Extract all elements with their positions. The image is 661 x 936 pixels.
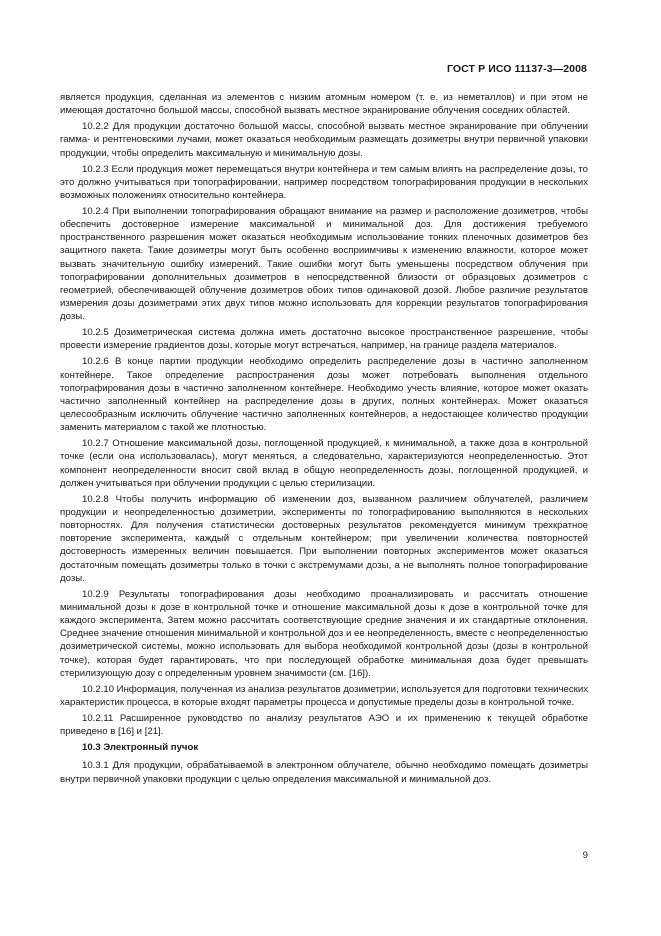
paragraph-10-2-7: 10.2.7 Отношение максимальной дозы, поглощенной продукцией, к минимальной, а также доза в контрольной точке (если она использовалась), могут меняться, а следовательно, характеризуются неопределенностью. Этот компонент неопределенности вносит свой вклад в общую неопределенность дозы, поглощенной продукцией, и должен учитываться при облучении продукции с целью стерилизации.: [60, 438, 588, 489]
document-body: [60, 91, 588, 789]
paragraph-continuation: является продукция, сделанная из элементов с низким атомным номером (т. е. из неметаллов) и при этом не имеющая достаточно большой массы, способной вызвать местное экранирование облучения соседних областей.: [60, 92, 588, 117]
document-header: ГОСТ Р ИСО 11137-3—2008: [446, 63, 587, 75]
paragraph-10-2-10: 10.2.10 Информация, полученная из анализа результатов дозиметрии, используется для подготовки технических характеристик процесса, в которые входят параметры процесса и допустимые пределы дозы в контрольной точке.: [60, 683, 588, 708]
paragraph-10-2-5: 10.2.5 Дозиметрическая система должна иметь достаточно высокое пространственное разрешение, чтобы провести измерение градиентов дозы, которые могут встречаться, например, на границе раздела материалов.: [60, 327, 588, 352]
paragraph-10-2-8: 10.2.8 Чтобы получить информацию об изменении доз, вызванном различием облучателей, различием продукции и неопределенностью дозиметрии, эксперименты по топографированию выполняются в нескольких повторностях. Для получения статистически достоверных результатов рекомендуется минимум трехкратное повторение эксперимента, каждый с отдельным контейнером; при увеличении количества повторностей достоверность измеренных величин повышается. При выполнении повторных экспериментов может оказаться достаточным помещать дозиметры только в точки с экстремумами дозы, а не выполнять полное топографирование дозы.: [60, 493, 588, 584]
section-heading: 10.3 Электронный пучок: [82, 742, 199, 754]
paragraph-10-2-3: 10.2.3 Если продукция может перемещаться внутри контейнера и тем самым влиять на распределение дозы, то это должно учитываться при топографировании, например посредством топографирования продукции в нескольких возможных положениях относительно контейнера.: [60, 163, 588, 201]
paragraph-10-2-11: 10.2.11 Расширенное руководство по анализу результатов АЭО и их применению к текущей обработке приведено в [16] и [21].: [60, 712, 588, 738]
paragraph-10-3-1: 10.3.1 Для продукции, обрабатываемой в электронном облучателе, обычно необходимо помещать дозиметры внутри первичной упаковки продукции с целью определения максимальной и минимальной доз.: [60, 760, 588, 785]
paragraph-10-2-6: 10.2.6 В конце партии продукции необходимо определить распределение дозы в частично заполненном контейнере. Такое определение распространения дозы может потребовать выполнения отдельного топографирования дозы в частично заполненном контейнере. Необходимо учесть влияние, которое может оказать частично заполненный контейнер на распределение дозы в других, полных контейнерах. Может оказаться целесообразным исключить облучение частично заполненных контейнеров, а недостающее количество продукции заменить материалом с такой же плотностью.: [60, 356, 588, 434]
page-number: 9: [582, 850, 588, 861]
paragraph-10-2-2: 10.2.2 Для продукции достаточно большой массы, способной вызвать местное экранирование при облучении гамма- и рентгеновскими лучами, может оказаться необходимым размещать дозиметры внутри первичной упаковки продукции, чтобы определить максимальную и минимальную дозы.: [60, 121, 588, 159]
paragraph-10-2-9: 10.2.9 Результаты топографирования дозы необходимо проанализировать и рассчитать отношение минимальной дозы к дозе в контрольной точке и отношение максимальной дозы к дозе в контрольной точке для каждого эксперимента. Затем можно рассчитать соответствующие средние значения и их стандартные отклонения. Среднее значение отношения минимальной и контрольной доз и ее неопределенность, вместе с неопределенностью дозиметрической системы, можно использовать для выбора необходимой контрольной дозы (дозы в контрольной точке), которая будет гарантировать, что при последующей обработке минимальная доза будет превышать стерилизующую дозу с определенным уровнем значимости (см. [16]).: [60, 588, 588, 679]
paragraph-10-2-4: 10.2.4 При выполнении топографирования обращают внимание на размер и расположение дозиметров, чтобы обеспечить достоверное измерение максимальной и минимальной доз. Для достижения требуемого пространственного разрешения может оказаться необходимым использование тонких пленочных дозиметров без защитного пакета. Такие дозиметры могут быть особенно восприимчивы к изменению влажности, которое может вызвать значительную ошибку измерений. Такие ошибки могут быть уменьшены посредством облучения при топографировании дополнительных дозиметров в непосредственной близости от образцовых дозиметров с геометрией, обеспечивающей облучение дозиметров обоих типов одинаковой дозой. Любое различие результатов измерения дозы дозиметрами этих двух типов можно использовать для коррекции результатов топографирования дозы.: [60, 205, 588, 323]
